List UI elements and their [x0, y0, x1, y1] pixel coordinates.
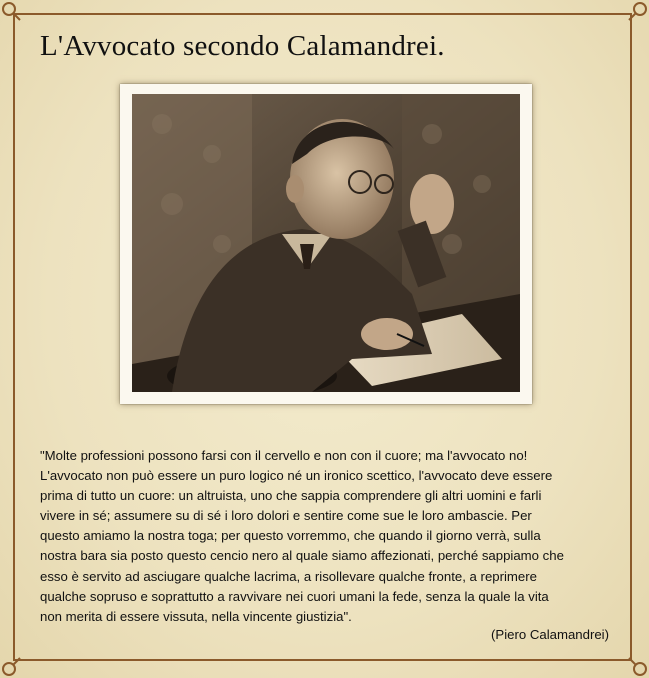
portrait-photo — [132, 94, 520, 392]
quote-line: L'avvocato non può essere un puro logico né un ironico scettico, l'avvocato deve essere — [40, 468, 553, 484]
page-title: L'Avvocato secondo Calamandrei. — [40, 30, 445, 62]
corner-ornament-icon — [623, 652, 649, 678]
quote-line: prima di tutto un cuore: un altruista, uno che sappia comprendere gli altri uomini e farli — [40, 488, 542, 504]
quote-line: non merita di essere vissuta, nella vincente giustizia". — [40, 608, 352, 624]
corner-ornament-icon — [0, 0, 26, 26]
photo-frame — [120, 84, 532, 404]
quote-line: questo amiamo la nostra toga; per questo vorremmo, che quando il giorno verrà, sulla — [40, 528, 541, 544]
quote-line: qualche sopruso e soprattutto a ravvivare nei cuori umani la fede, senza la quale la vita — [40, 588, 549, 604]
corner-ornament-icon — [623, 0, 649, 26]
sepia-portrait-photo-icon — [132, 94, 520, 392]
quote-line: esso è servito ad asciugare qualche lacrima, a risollevare qualche fronte, a reprimere — [40, 568, 537, 584]
quote-text — [40, 446, 620, 627]
quote-line: nostra bara sia posto questo cencio nero al quale siamo affezionati, perché sappiamo che — [40, 548, 564, 564]
quote-author: (Piero Calamandrei) — [491, 627, 609, 642]
quote-line: "Molte professioni possono farsi con il cervello e non con il cuore; ma l'avvocato no! — [40, 448, 528, 463]
quote-line: vivere in sé; assumere su di sé i loro dolori e sentire come sue le loro ambascie. Per — [40, 508, 532, 524]
corner-ornament-icon — [0, 652, 26, 678]
